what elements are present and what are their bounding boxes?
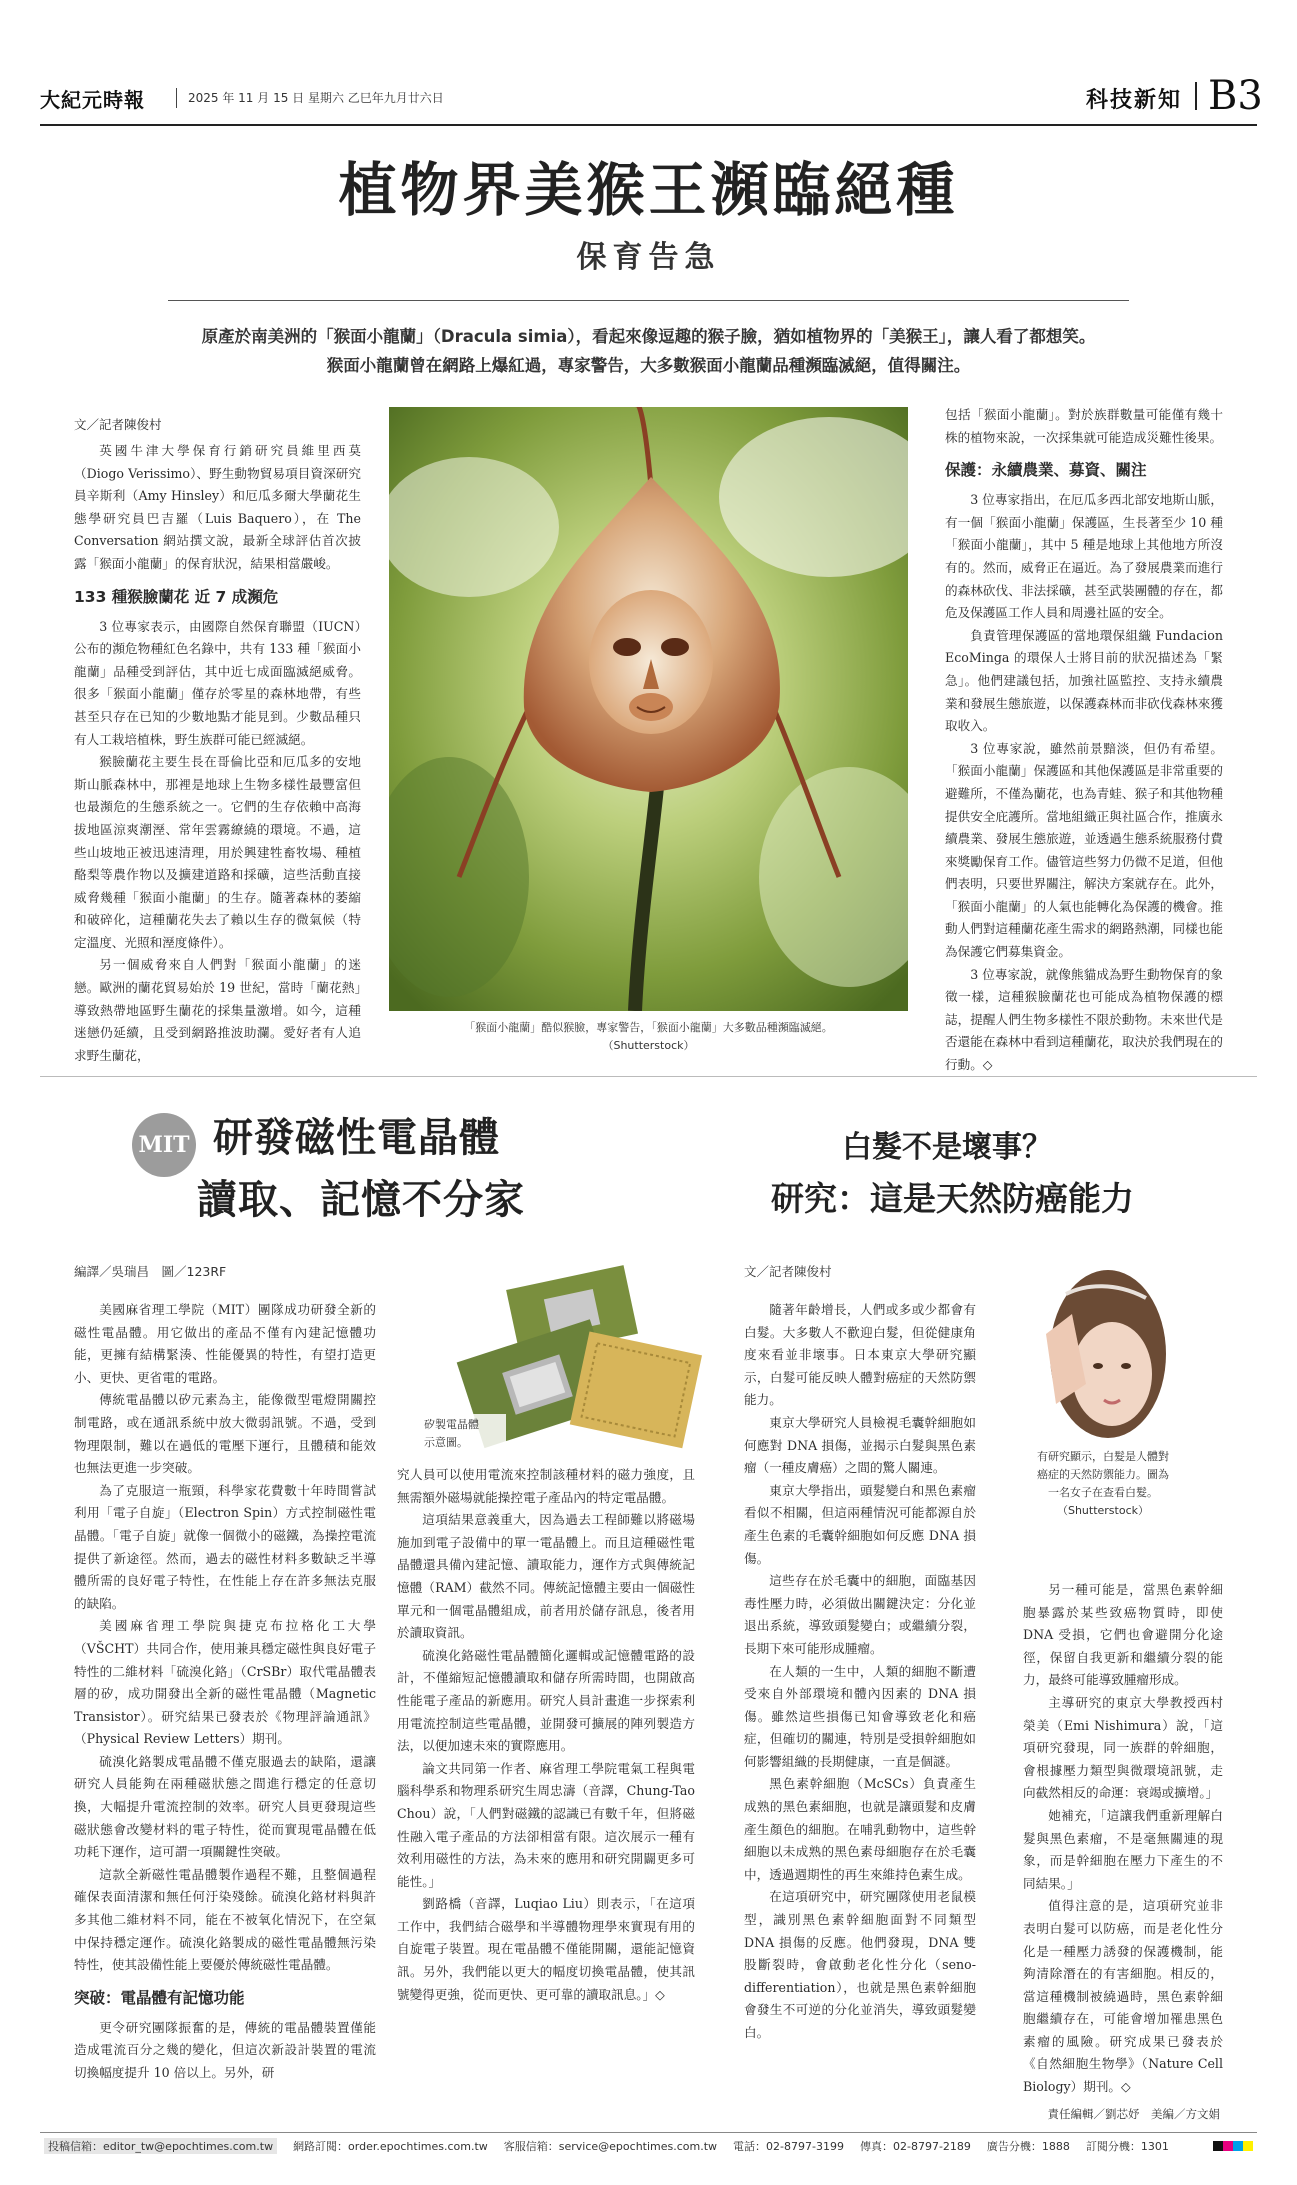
paragraph: 論文共同第一作者、麻省理工學院電氣工程與電腦科學系和物理系研究生周忠濤（音譯，Chung-Tao Chou）說，「人們對磁鐵的認識已有數千年，但將磁性融入電子產品的方法卻相當有限。這次展示一種有效利用磁性的方法，為未來的應用和研究開闢更多可能性。」 xyxy=(397,1760,695,1889)
paragraph: 在這項研究中，研究團隊使用老鼠模型，識別黑色素幹細胞面對不同類型 DNA 損傷的反應。他們發現，DNA 雙股斷裂時，會啟動老化性分化（seno-differentiation），也就是黑色素幹細胞會發生不可逆的分化並消失，導致頭髮變白。 xyxy=(744,1889,976,2040)
footer-rule xyxy=(40,2132,1257,2133)
paragraph: 美國麻省理工學院與捷克布拉格化工大學（VŠCHT）共同合作，使用兼具穩定磁性與良好電子特性的二維材料「硫溴化鉻」（CrSBr）取代電晶體表層的矽，成功開發出全新的磁性電晶體（Magnetic Transistor）。研究結果已發表於《物理評論通訊》（Physical Review Letters）期刊。 xyxy=(74,1618,376,1747)
mit-badge xyxy=(132,1113,196,1177)
monkey-orchid-image xyxy=(389,407,908,1011)
paragraph: 劉路橋（音譯，Luqiao Liu）則表示，「在這項工作中，我們結合磁學和半導體物理學來實現有用的自旋電子裝置。現在電晶體不僅能開關，還能記憶資訊。另外，我們能以更大的幅度切換電晶體，使其訊號變得更強，從而更快、更可靠的讀取訊息。」◇ xyxy=(397,1896,695,2002)
story3-column-2 xyxy=(1023,1579,1223,2099)
story1-subheadline: 保育告急 xyxy=(576,240,721,275)
footer-submission-email: 投稿信箱：editor_tw@epochtimes.com.tw xyxy=(44,2138,277,2154)
section-subhead: 保護：永續農業、募資、關注 xyxy=(945,461,1147,480)
story3-headline-line1: 白髮不是壞事？ xyxy=(842,1130,1052,1165)
registration-mark xyxy=(1213,2141,1223,2151)
paragraph: 傳統電晶體以矽元素為主，能像微型電燈開關控制電路，或在通訊系統中放大微弱訊號。不過，受到物理限制，難以在過低的電壓下運行，且體積和能效也無法更進一步突破。 xyxy=(74,1392,376,1476)
story2-headline-line2: 讀取、記憶不分家 xyxy=(197,1176,525,1223)
orchid-photo xyxy=(389,407,908,1011)
paragraph: 3 位專家表示，由國際自然保育聯盟（IUCN）公布的瀕危物種紅色名錄中，共有 133 種「猴面小龍蘭」品種受到評估，其中近七成面臨滅絕威脅。很多「猴面小龍蘭」僅存於零星的森林地帶，有些甚至只存在已知的少數地點才能見到。少數品種只有人工栽培植株，野生族群可能已經滅絕。 xyxy=(74,618,361,747)
footer-order-site: 網路訂閱：order.epochtimes.com.tw xyxy=(293,2140,488,2153)
paragraph: 為了克服這一瓶頸，科學家花費數十年時間嘗試利用「電子自旋」（Electron Spin）方式控制磁性電晶體。「電子自旋」就像一個微小的磁鐵，為操控電流提供了新途徑。然而，過去的磁性材料多數缺乏半導體所需的良好電子特性，在性能上存在許多無法克服的缺陷。 xyxy=(74,1482,376,1611)
story3-headline-line2: 研究：這是天然防癌能力 xyxy=(771,1179,1134,1218)
caption-line: （Shutterstock） xyxy=(602,1039,695,1052)
paragraph: 她補充，「這讓我們重新理解白髮與黑色素瘤，不是毫無關連的現象，而是幹細胞在壓力下產生的不同結果。」 xyxy=(1023,1807,1223,1891)
paragraph: 英國牛津大學保育行銷研究員維里西莫（Diogo Verissimo）、野生動物貿易項目資深研究員辛斯利（Amy Hinsley）和厄瓜多爾大學蘭花生態學研究員巴吉羅（Luis Baquero），在 The Conversation 網站撰文說，最新全球評估首次披露「猴面小龍蘭」的保育狀況，結果相當嚴峻。 xyxy=(74,443,361,571)
lead-line: 原產於南美洲的「猴面小龍蘭」（Dracula simia），看起來像逗趣的猴子臉，猶如植物界的「美猴王」，讓人看了都想笑。 xyxy=(201,327,1096,346)
paragraph: 這項結果意義重大，因為過去工程師難以將磁場施加到電子設備中的單一電晶體上。而且這種磁性電晶體還具備內建記憶、讀取能力，運作方式與傳統記憶體（RAM）截然不同。傳統記憶體主要由一個磁性單元和一個電晶體組成，前者用於儲存訊息，後者用於讀取資訊。 xyxy=(397,1512,695,1641)
issue-date: 2025 年 11 月 15 日 星期六 乙巳年九月廿六日 xyxy=(188,91,444,105)
paragraph: 3 位專家說，雖然前景黯淡，但仍有希望。「猴面小龍蘭」保護區和其他保護區是非常重要的避難所，不僅為蘭花，也為青蛙、猴子和其他物種提供安全庇護所。當地組織正與社區合作，推廣永續農業、發展生態旅遊，並透過生態系統服務付費來獎勵保育工作。儘管這些努力仍微不足道，但他們表明，只要世界關注，解決方案就存在。此外，「猴面小龍蘭」的人氣也能轉化為保護的機會。推動人們對這種蘭花產生需求的網路熱潮，同樣也能為保護它們募集資金。 xyxy=(945,740,1223,960)
story3-column-1 xyxy=(744,1299,976,2045)
paragraph: 3 位專家指出，在厄瓜多西北部安地斯山脈，有一個「猴面小龍蘭」保護區，生長著至少 10 種「猴面小龍蘭」，其中 5 種是地球上其他地方所沒有的。然而，威脅正在逼近。為了發展農業而進行的森林砍伐、非法採礦，甚至武裝團體的存在，都危及保護區工作人員和周邊社區的安全。 xyxy=(945,492,1223,621)
story1-lead xyxy=(120,322,1177,380)
paragraph: 猴臉蘭花主要生長在哥倫比亞和厄瓜多的安地斯山脈森林中，那裡是地球上生物多樣性最豐富但也最瀕危的生態系統之一。它們的生存依賴中高海拔地區涼爽潮溼、常年雲霧繚繞的環境。不過，這些山坡地正被迅速清理，用於興建牲畜牧場、種植酪梨等農作物以及擴建道路和採礦，這些活動直接威脅幾種「猴面小龍蘭」的生存。隨著森林的萎縮和破碎化，這種蘭花失去了賴以生存的微氣候（特定溫度、光照和溼度條件）。 xyxy=(74,754,361,950)
paragraph: 硫溴化鉻製成電晶體不僅克服過去的缺陷，還讓研究人員能夠在兩種磁狀態之間進行穩定的任意切換，大幅提升電流控制的效率。研究人員更發現這些磁狀態會改變材料的電子特性，從而實現電晶體在低功耗下運作，這可謂一項關鍵性突破。 xyxy=(74,1753,376,1860)
caption-line: 一名女子在查看白髮。 xyxy=(1048,1486,1158,1499)
section-subhead: 133 種猴臉蘭花 近 7 成瀕危 xyxy=(74,587,279,606)
registration-mark xyxy=(1233,2141,1243,2151)
paragraph: 另一個威脅來自人們對「猴面小龍蘭」的迷戀。歐洲的蘭花貿易始於 19 世紀，當時「蘭花熱」導致熱帶地區野生蘭花的採集量激增。如今，這種迷戀仍延續，且受到網路推波助瀾。愛好者有人追求野生蘭花， xyxy=(74,957,361,1063)
caption-line: 「猴面小龍蘭」酷似猴臉，專家警告，「猴面小龍蘭」大多數品種瀕臨滅絕。 xyxy=(464,1021,833,1034)
paragraph: 包括「猴面小龍蘭」。對於族群數量可能僅有幾十株的植物來說，一次採集就可能造成災難性後果。 xyxy=(945,407,1223,445)
story1-column-1 xyxy=(74,414,361,1067)
paragraph: 隨著年齡增長，人們或多或少都會有白髮。大多數人不歡迎白髮，但從健康角度來看並非壞事。日本東京大學研究顯示，白髮可能反映人體對癌症的天然防禦能力。 xyxy=(744,1302,976,1408)
transistor-photo-caption xyxy=(422,1414,506,1454)
lead-line: 猴面小龍蘭曾在網路上爆紅過，專家警告，大多數猴面小龍蘭品種瀕臨滅絕，值得關注。 xyxy=(326,356,971,375)
masthead xyxy=(40,72,1263,120)
footer-subscription-ext: 訂閱分機：1301 xyxy=(1085,2140,1169,2153)
section-name: 科技新知 xyxy=(1086,88,1183,113)
paragraph: 這些存在於毛囊中的細胞，面臨基因毒性壓力時，必須做出關鍵決定：分化並退出系統，導致頭髮變白；或繼續分裂，長期下來可能形成腫瘤。 xyxy=(744,1573,976,1656)
story3-byline: 文／記者陳俊村 xyxy=(744,1264,832,1279)
story-divider xyxy=(40,1076,1257,1077)
story2-column-2 xyxy=(397,1464,695,2006)
footer-service-email: 客服信箱：service@epochtimes.com.tw xyxy=(503,2140,718,2153)
story2-byline: 編譯／吳瑞昌 圖／123RF xyxy=(74,1264,227,1279)
registration-mark xyxy=(1223,2141,1233,2151)
mit-badge-label: MIT xyxy=(138,1132,190,1158)
woman-photo xyxy=(1016,1254,1190,1444)
section-divider xyxy=(1195,82,1197,110)
newspaper-logo: 大紀元時報 xyxy=(40,88,145,112)
footer-contact-bar xyxy=(44,2138,1204,2154)
paragraph: 負責管理保護區的當地環保組織 Fundacion EcoMinga 的環保人士將目前的狀況描述為「緊急」。他們建議包括，加強社區監控、支持永續農業和發展生態旅遊，以保護森林而非砍伐森林來獲取收入。 xyxy=(945,627,1223,734)
paragraph: 東京大學研究人員檢視毛囊幹細胞如何應對 DNA 損傷，並揭示白髮與黑色素瘤（一種皮膚癌）之間的驚人關連。 xyxy=(744,1414,976,1476)
footer-phone: 電話：02-8797-3199 xyxy=(733,2140,844,2153)
page-number: B3 xyxy=(1208,73,1263,119)
headline-underline xyxy=(168,300,1129,301)
masthead-rule xyxy=(40,124,1257,126)
paragraph: 更令研究團隊振奮的是，傳統的電晶體裝置僅能造成電流百分之幾的變化，但這次新設計裝置的電流切換幅度提升 10 倍以上。另外，研 xyxy=(74,2019,376,2080)
footer-ad-ext: 廣告分機：1888 xyxy=(986,2140,1070,2153)
paragraph: 硫溴化鉻磁性電晶體簡化邏輯或記憶體電路的設計，不僅縮短記憶體讀取和儲存所需時間，也開啟高性能電子產品的新應用。研究人員計畫進一步探索利用電流控制這些電晶體，並開發可擴展的陣列製造方法，以便加速未來的實際應用。 xyxy=(397,1647,695,1754)
masthead-divider xyxy=(176,88,177,108)
caption-line: 示意圖。 xyxy=(424,1436,468,1449)
paragraph: 值得注意的是，這項研究並非表明白髮可以防癌，而是老化性分化是一種壓力誘發的保護機制，能夠清除潛在的有害細胞。相反的，當這種機制被繞過時，黑色素幹細胞繼續存在，可能會增加罹患黑色素瘤的風險。研究成果已發表於《自然細胞生物學》（Nature Cell Biology）期刊。◇ xyxy=(1023,1898,1223,2095)
paragraph: 3 位專家說，就像熊貓成為野生動物保育的象徵一樣，這種猴臉蘭花也可能成為植物保護的標誌，提醒人們生物多樣性不限於動物。未來世代是否還能在森林中看到這種蘭花，取決於我們現在的行動。◇ xyxy=(945,966,1223,1073)
color-registration-marks xyxy=(1213,2141,1253,2151)
story2-column-1 xyxy=(74,1299,376,2085)
registration-mark xyxy=(1243,2141,1253,2151)
story2-headline-line1: 研發磁性電晶體 xyxy=(213,1114,500,1161)
woman-photo-caption xyxy=(1016,1448,1190,1520)
story1-column-3 xyxy=(945,404,1223,1077)
paragraph: 主導研究的東京大學教授西村榮美（Emi Nishimura）說，「這項研究發現，同一族群的幹細胞，會根據壓力類型與微環境訊號，走向截然相反的命運：衰竭或擴增。」 xyxy=(1023,1694,1223,1801)
caption-line: 矽製電晶體 xyxy=(424,1418,479,1431)
paragraph: 這款全新磁性電晶體製作過程不難，且整個過程確保表面清潔和無任何汙染殘餘。硫溴化鉻材料與許多其他二維材料不同，能在不被氧化情況下，在空氣中保持穩定運作。硫溴化鉻製成的磁性電晶體無污染特性，使其設備性能上要優於傳統磁性電晶體。 xyxy=(74,1866,376,1973)
caption-line: 癌症的天然防禦能力。圖為 xyxy=(1037,1468,1169,1481)
footer-fax: 傳真：02-8797-2189 xyxy=(859,2140,971,2153)
caption-line: 有研究顯示，白髮是人體對 xyxy=(1037,1450,1169,1463)
paragraph: 黑色素幹細胞（McSCs）負責產生成熟的黑色素細胞，也就是讓頭髮和皮膚產生顏色的細胞。在哺乳動物中，這些幹細胞以未成熟的黑色素母細胞存在於毛囊中，透過週期性的再生來維持色素生成。 xyxy=(744,1776,976,1882)
paragraph: 美國麻省理工學院（MIT）團隊成功研發全新的磁性電晶體。用它做出的產品不僅有內建記憶體功能，更擁有結構緊湊、性能優異的特性，有望打造更小、更快、更省電的電路。 xyxy=(74,1302,376,1385)
paragraph: 在人類的一生中，人類的細胞不斷遭受來自外部環境和體內因素的 DNA 損傷。雖然這些損傷已知會導致老化和癌症，但確切的關連，特別是受損幹細胞如何影響組織的長期健康，一直是個謎。 xyxy=(744,1663,976,1769)
page-credit: 責任編輯／劉芯妤 美編／方文娟 xyxy=(1047,2107,1220,2121)
caption-line: （Shutterstock） xyxy=(1056,1504,1150,1517)
story1-headline: 植物界美猴王瀕臨絕種 xyxy=(338,156,959,224)
paragraph: 東京大學指出，頭髮變白和黑色素瘤看似不相關，但這兩種情況可能都源自於產生色素的毛囊幹細胞如何反應 DNA 損傷。 xyxy=(744,1482,976,1566)
paragraph: 另一種可能是，當黑色素幹細胞暴露於某些致癌物質時，即使 DNA 受損，它們也會避開分化途徑，保留自我更新和繼續分裂的能力，最終可能導致腫瘤形成。 xyxy=(1023,1582,1223,1688)
paragraph: 究人員可以使用電流來控制該種材料的磁力強度，且無需額外磁場就能操控電子產品內的特定電晶體。 xyxy=(397,1467,695,1505)
section-subhead: 突破：電晶體有記憶功能 xyxy=(74,1988,245,2007)
woman-checking-white-hair-image xyxy=(1016,1254,1190,1444)
orchid-photo-caption xyxy=(389,1019,908,1055)
story1-byline: 文／記者陳俊村 xyxy=(74,417,162,432)
